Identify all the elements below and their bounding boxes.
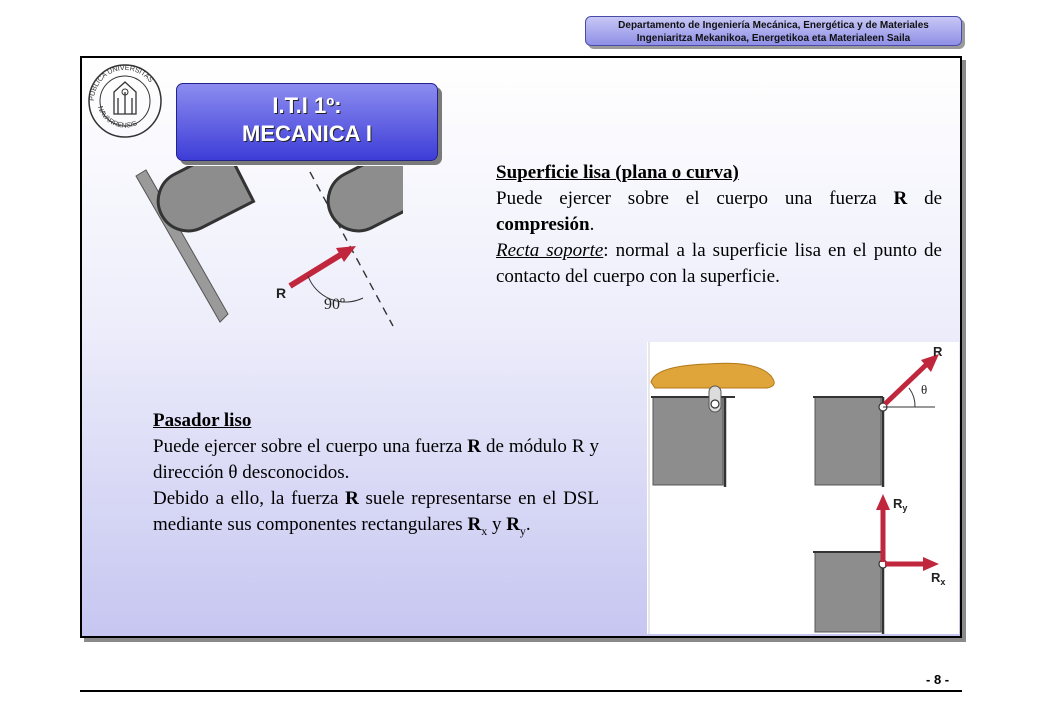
university-seal-logo <box>86 62 164 140</box>
angle-label-90: 90º <box>324 296 345 313</box>
body-block-right-top <box>815 397 881 485</box>
text-fragment: suele representarse en el DSL mediante sus componentes rectangulares <box>153 488 599 535</box>
smooth-pin-heading: Pasador liso <box>153 410 252 431</box>
pin-icon <box>711 400 719 408</box>
page-number: - 8 - <box>926 672 950 687</box>
subscript-x: x <box>481 523 488 538</box>
bold-ry: R <box>506 514 520 535</box>
text-fragment: y <box>487 514 507 535</box>
recta-soporte-term: Recta soporte <box>496 240 604 261</box>
footer-rule <box>80 690 962 692</box>
bold-rx: R <box>467 514 482 535</box>
smooth-surface-figure <box>128 166 403 331</box>
text-fragment: de <box>907 188 942 209</box>
body-block-right-bottom <box>815 552 881 632</box>
text-fragment: . <box>589 214 595 235</box>
bold-r: R <box>467 436 481 457</box>
bold-r: R <box>345 488 359 509</box>
text-fragment: de módulo R y dirección θ desconocidos. <box>153 436 599 483</box>
text-fragment: Puede ejercer sobre el cuerpo una fuerza <box>153 436 468 457</box>
resultant-label-r: R <box>933 344 943 359</box>
course-name: MECANICA I <box>242 121 372 146</box>
text-fragment: : normal a la superficie lisa en el punto de contacto del cuerpo con la superficie. <box>496 240 942 287</box>
text-fragment: Puede ejercer sobre el cuerpo una fuerza <box>496 188 894 209</box>
smooth-surface-text <box>496 160 942 290</box>
department-name-basque: Ingeniaritza Mekanikoa, Energetikoa eta Materialeen Saila <box>636 33 911 44</box>
smooth-pin-figure <box>647 342 959 634</box>
body-shape-left <box>148 166 254 241</box>
ry-label: $R_y$ <box>893 496 908 513</box>
bold-compresion: compresión <box>496 214 590 235</box>
text-fragment: . <box>525 514 531 535</box>
rx-label: $R_x$ <box>931 570 946 587</box>
subscript-y: y <box>519 523 526 538</box>
bold-r: R <box>893 188 908 209</box>
smooth-surface-heading: Superficie lisa (plana o curva) <box>496 162 739 183</box>
seal-text-bottom: NAVARRENSIS <box>96 105 139 130</box>
body-shape-right <box>318 166 403 241</box>
course-code: I.T.I 1º: <box>272 93 342 118</box>
force-label-r: R <box>276 285 287 301</box>
force-arrow-shaft <box>290 254 342 286</box>
department-header <box>585 16 962 46</box>
text-fragment: Debido a ello, la fuerza <box>153 488 346 509</box>
angle-label-theta: θ <box>921 382 928 397</box>
department-name-spanish: Departamento de Ingeniería Mecánica, Energética y de Materiales <box>618 20 929 31</box>
seal-text-top: PUBLICA UNIVERSITAS <box>88 64 154 102</box>
course-title-box <box>176 83 438 161</box>
smooth-pin-text <box>153 408 599 544</box>
